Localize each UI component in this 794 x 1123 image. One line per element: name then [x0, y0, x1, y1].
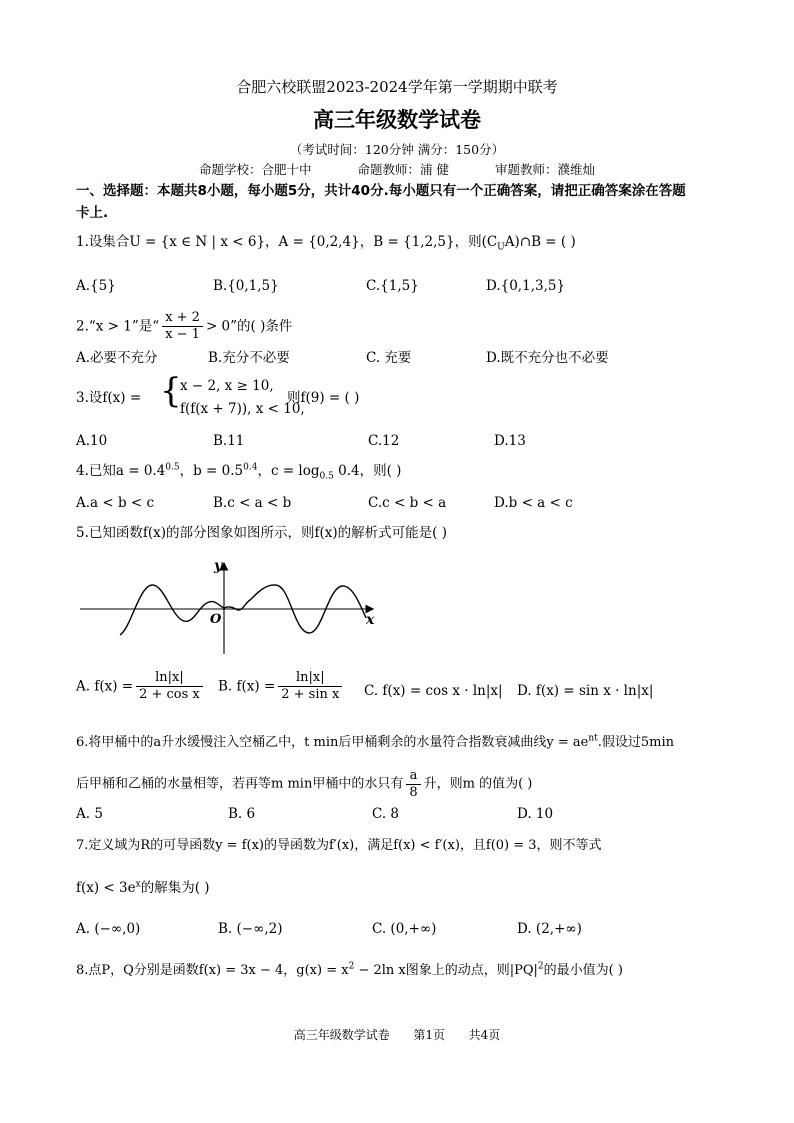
q5-function-graph	[76, 558, 396, 658]
exam-info: （考试时间：120分钟 满分：150分）	[289, 142, 505, 157]
q2-option-c: C. 充要	[366, 350, 412, 366]
q5-stem: 5.已知函数f(x)的部分图象如图所示，则f(x)的解析式可能是( )	[76, 525, 447, 541]
function-curve	[120, 585, 366, 635]
q5-option-a: A. f(x) = $\frac{\ln|x|}{\text{2 + cos x}}$	[76, 670, 206, 703]
q3-brace: {	[160, 371, 182, 411]
q6-line1: 6.将甲桶中的a升水缓慢注入空桶乙中，t min后甲桶剩余的水量符合指数衰减曲线$y = ae^{nt}$.假设过5min	[76, 733, 675, 750]
q6-option-a: A. 5	[76, 806, 103, 822]
q5-option-d: D. f(x) = sin x · ln|x|	[517, 683, 654, 699]
q7-option-c: C. (0,+∞)	[372, 921, 437, 937]
q2-stem: 2.“x > 1”是“ $\frac{x + 2}{x - 1}$ > 0”的( )条件	[76, 310, 293, 342]
setter-teacher: 命题教师：浦 健	[357, 162, 449, 177]
origin-label: O	[210, 612, 222, 627]
q3-suffix: 则f(9) = ( )	[287, 390, 360, 406]
q4-option-c: C.c < b < a	[368, 495, 447, 511]
section-heading-line1: 一、选择题：本题共8小题，每小题5分，共计40分.每小题只有一个正确答案，请把正确答案涂在答题	[76, 183, 686, 199]
q3-option-d: D.13	[494, 433, 526, 449]
q2-option-a: A.必要不充分	[76, 350, 158, 366]
footer-page: 第1页	[413, 1028, 445, 1042]
q6-option-d: D. 10	[517, 806, 554, 822]
q3-option-c: C.12	[368, 433, 400, 449]
q6-option-c: C. 8	[372, 806, 400, 822]
q4-stem: 4.已知$a = 0.4^{0.5}$，$b = 0.5^{0.4}$，$c = \log_{0.5} 0.4$，则( )	[76, 462, 402, 482]
q7-line1: 7.定义域为R的可导函数y = f(x)的导函数为f′(x)，满足f(x) < f′(x)，且f(0) = 3，则不等式	[76, 838, 602, 853]
page-footer	[0, 1026, 794, 1043]
page-title: 高三年级数学试卷	[313, 108, 481, 132]
q4-option-b: B.c < a < b	[213, 495, 292, 511]
x-axis-label: x	[366, 612, 375, 628]
q4-option-d: D.b < a < c	[494, 495, 573, 511]
q3-case1: x − 2, x ≥ 10,	[180, 378, 274, 394]
q2-option-b: B.充分不必要	[208, 350, 290, 366]
q1-option-c: C.{1,5}	[366, 278, 419, 294]
q5-option-b: B. f(x) = $\frac{\ln|x|}{\text{2 + sin x}}$	[218, 670, 345, 703]
school-line: 合肥六校联盟2023-2024学年第一学期期中联考	[236, 78, 558, 96]
q3-prefix: 3.设f(x) =	[76, 390, 142, 406]
q5-option-c: C. f(x) = cos x · ln|x|	[364, 683, 503, 699]
footer-total: 共4页	[468, 1028, 501, 1042]
q2-option-d: D.既不充分也不必要	[486, 350, 609, 366]
setter-line	[0, 160, 794, 178]
q7-line2: $f(x) < 3e^x$的解集为( )	[76, 879, 210, 896]
q3-option-b: B.11	[213, 433, 245, 449]
q3-case2: f(f(x + 7)), x < 10,	[180, 401, 305, 417]
q1-option-d: D.{0,1,3,5}	[486, 278, 566, 294]
q1-option-b: B.{0,1,5}	[213, 278, 279, 294]
q1-option-a: A.{5}	[76, 278, 116, 294]
section-heading-line2: 卡上.	[76, 205, 109, 221]
q3-option-a: A.10	[76, 433, 108, 449]
q7-option-d: D. (2,+∞)	[517, 921, 582, 937]
q8-stem: 8.点P，Q分别是函数f(x) = 3x − 4，$g(x) = x^2 - 2\ln$ x图象上的动点，则$|PQ|^2$的最小值为( )	[76, 961, 623, 978]
q7-option-b: B. (−∞,2)	[218, 921, 283, 937]
q6-option-b: B. 6	[228, 806, 256, 822]
y-axis-label: y	[214, 558, 223, 574]
q7-option-a: A. (−∞,0)	[76, 921, 141, 937]
q2-fraction: $\frac{x + 2}{x - 1}$	[162, 310, 203, 343]
q4-option-a: A.a < b < c	[76, 495, 155, 511]
q1-stem: 1.设集合U = {x ∈ N | x < 6}，A = {0,2,4}，B = {1,2,5}，则$(C_UA)\cap B$ = ( )	[76, 234, 576, 253]
footer-name: 高三年级数学试卷	[293, 1028, 390, 1042]
q6-line2: 后甲桶和乙桶的水量相等，若再等m min甲桶中的水只有 $\frac{a}{8}$ 升，则m 的值为( )	[76, 768, 533, 800]
reviewer: 审题教师：濮维灿	[494, 162, 595, 177]
setter-school: 命题学校：合肥十中	[199, 162, 312, 177]
